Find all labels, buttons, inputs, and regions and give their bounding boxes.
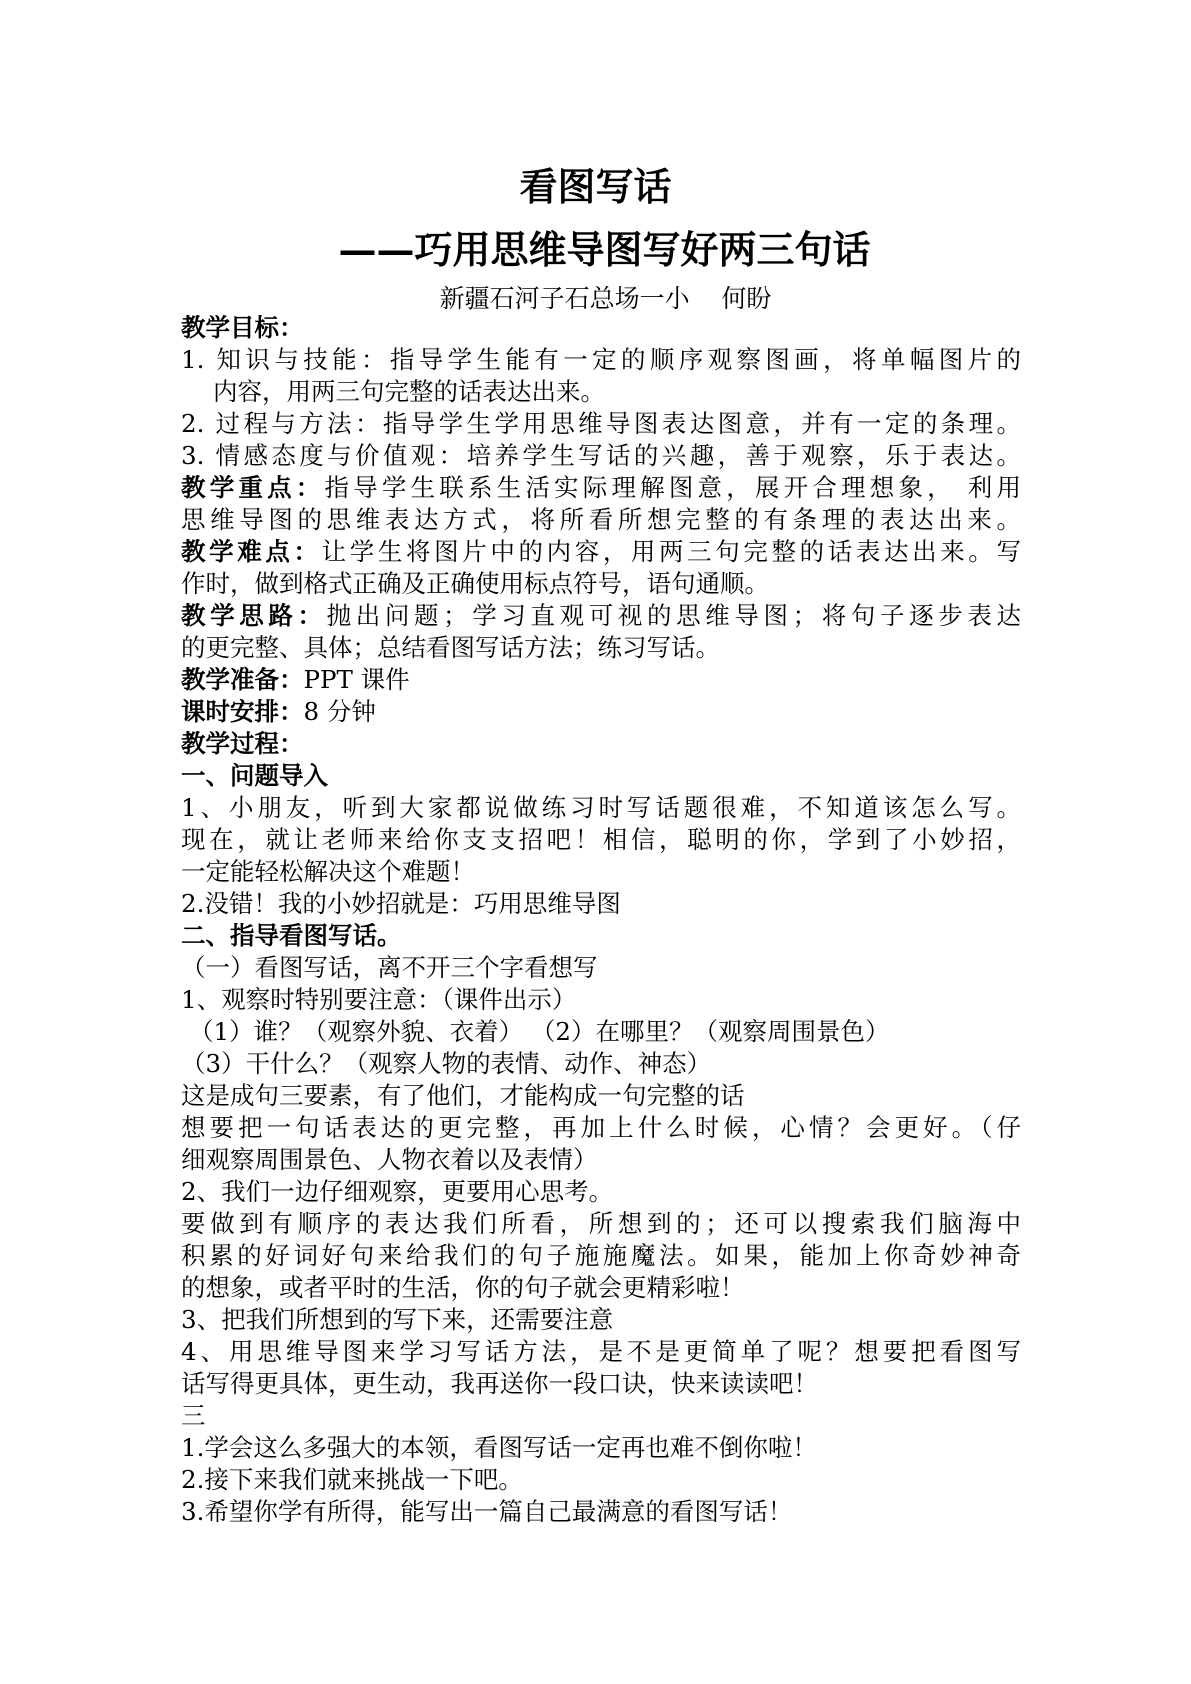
section2-line: 1、观察时特别要注意：（课件出示） xyxy=(181,985,577,1014)
goal-item-1-cont: 内容，用两三句完整的话表达出来。 xyxy=(213,377,605,406)
section3-line: 3.希望你学有所得，能写出一篇自己最满意的看图写话！ xyxy=(181,1497,793,1526)
document-subtitle: ——巧用思维导图写好两三句话 xyxy=(338,227,871,272)
section2-line: 细观察周围景色、人物衣着以及表情） xyxy=(181,1145,598,1174)
approach-label: 教学思路： xyxy=(181,601,327,630)
section1-para: 现在，就让老师来给你支支招吧！相信，聪明的你，学到了小妙招， xyxy=(181,825,1021,854)
section3-line: 1.学会这么多强大的本领，看图写话一定再也难不倒你啦！ xyxy=(181,1433,817,1462)
section2-line: 4、用思维导图来学习写话方法，是不是更简单了呢？想要把看图写 xyxy=(181,1337,1021,1366)
section2-line: 3、把我们所想到的写下来，还需要注意 xyxy=(181,1305,614,1334)
key-points-cont: 思维导图的思维表达方式，将所看所想完整的有条理的表达出来。 xyxy=(181,505,1021,534)
difficulties-label: 教学难点： xyxy=(181,537,322,566)
section2-line: 的想象，或者平时的生活，你的句子就会更精彩啦！ xyxy=(181,1273,745,1302)
document-title: 看图写话 xyxy=(519,164,672,209)
difficulties-cont: 作时，做到格式正确及正确使用标点符号，语句通顺。 xyxy=(181,569,769,598)
approach-cont: 的更完整、具体；总结看图写话方法；练习写话。 xyxy=(181,633,720,662)
goal-item-3: 3. 情感态度与价值观：培养学生写话的兴趣，善于观察，乐于表达。 xyxy=(181,441,1021,470)
approach-text: 抛出问题；学习直观可视的思维导图；将句子逐步表达 xyxy=(326,601,1021,630)
document-body xyxy=(181,312,1021,1528)
difficulties-line xyxy=(181,536,1021,568)
section1-para: 一定能轻松解决这个难题！ xyxy=(181,857,475,886)
schedule-value: 8 分钟 xyxy=(303,697,376,726)
process-heading: 教学过程： xyxy=(181,729,304,758)
section2-line: （1）谁？（观察外貌、衣着） （2）在哪里？（观察周围景色） xyxy=(189,1017,890,1046)
section2-line: 2、我们一边仔细观察，更要用心思考。 xyxy=(181,1177,614,1206)
section3-line: 2.接下来我们就来挑战一下吧。 xyxy=(181,1465,523,1494)
key-points-text: 指导学生联系生活实际理解图意，展开合理想象， 利用 xyxy=(324,473,1021,502)
section2-heading: 二、指导看图写话。 xyxy=(181,921,402,950)
section2-line: 这是成句三要素，有了他们，才能构成一句完整的话 xyxy=(181,1081,745,1110)
goal-item-1: 1. 知识与技能：指导学生能有一定的顺序观察图画，将单幅图片的 xyxy=(181,345,1021,374)
preparation-label: 教学准备： xyxy=(181,665,304,694)
section2-line: 积累的好词好句来给我们的句子施施魔法。如果，能加上你奇妙神奇 xyxy=(181,1241,1021,1270)
approach-line xyxy=(181,600,1021,632)
section2-line: 话写得更具体，更生动，我再送你一段口诀，快来读读吧！ xyxy=(181,1369,818,1398)
key-points-line xyxy=(181,472,1021,504)
section1-heading: 一、问题导入 xyxy=(181,761,328,790)
goal-item-2: 2. 过程与方法：指导学生学用思维导图表达图意，并有一定的条理。 xyxy=(181,409,1021,438)
preparation-value: PPT 课件 xyxy=(303,665,410,694)
schedule-line xyxy=(181,696,1021,728)
schedule-label: 课时安排： xyxy=(181,697,304,726)
section1-para: 1、小朋友，听到大家都说做练习时写话题很难，不知道该怎么写。 xyxy=(181,793,1021,822)
preparation-line xyxy=(181,664,1021,696)
author-line: 新疆石河子石总场一小 何盼 xyxy=(439,284,772,313)
section1-para: 2.没错！我的小妙招就是：巧用思维导图 xyxy=(181,889,621,918)
section2-line: 要做到有顺序的表达我们所看，所想到的；还可以搜索我们脑海中 xyxy=(181,1209,1021,1238)
section2-subheading: （一）看图写话，离不开三个字看想写 xyxy=(181,953,598,982)
key-points-label: 教学重点： xyxy=(181,473,325,502)
goals-heading: 教学目标： xyxy=(181,313,304,342)
difficulties-text: 让学生将图片中的内容，用两三句完整的话表达出来。写 xyxy=(321,537,1022,566)
section2-line: 想要把一句话表达的更完整，再加上什么时候，心情？会更好。（仔 xyxy=(181,1113,1021,1142)
section2-line: （3）干什么？（观察人物的表情、动作、神态） xyxy=(181,1049,712,1078)
section3-heading: 三 xyxy=(181,1401,206,1430)
